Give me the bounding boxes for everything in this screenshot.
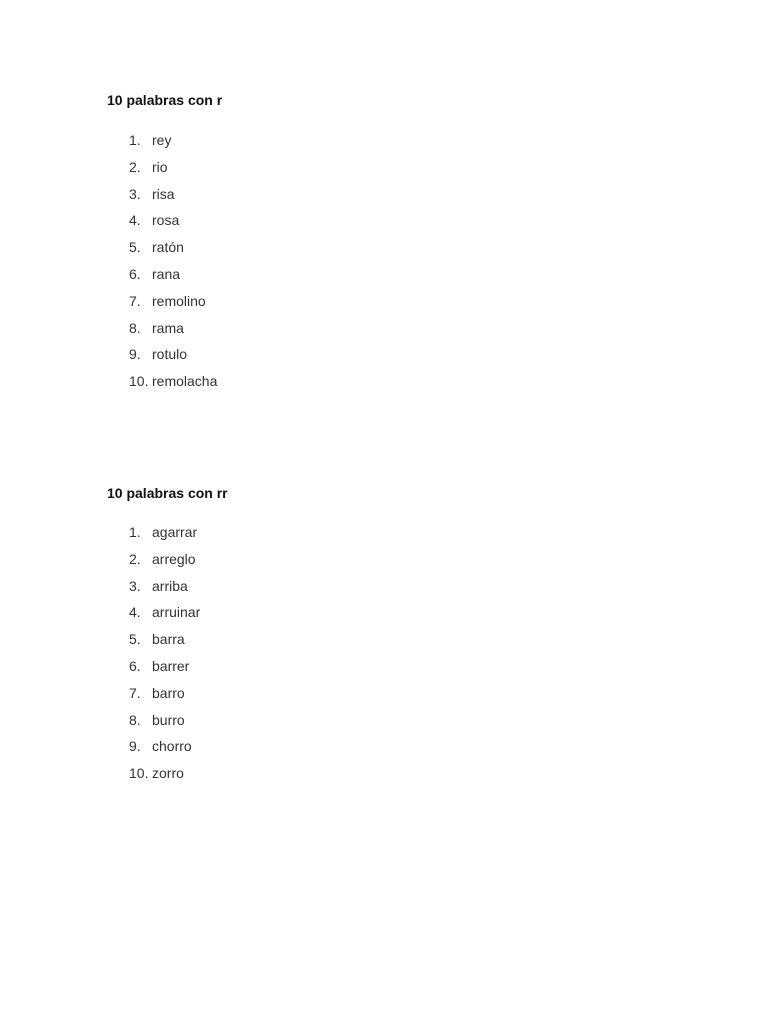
item-number: 10.	[129, 373, 149, 390]
list-item	[107, 159, 222, 186]
list-item	[107, 239, 222, 266]
list-item	[107, 551, 228, 578]
item-word: burro	[152, 711, 185, 728]
list-item	[107, 346, 222, 373]
item-word: zorro	[152, 765, 184, 782]
list-item	[107, 631, 228, 658]
list-item	[107, 738, 228, 765]
list-item	[107, 712, 228, 739]
item-number: 6.	[129, 265, 141, 282]
item-number: 9.	[129, 346, 141, 363]
item-word: risa	[152, 185, 175, 202]
item-number: 3.	[129, 577, 141, 594]
item-word: chorro	[152, 738, 192, 755]
item-number: 2.	[129, 550, 141, 567]
list-item	[107, 578, 228, 605]
list-item	[107, 320, 222, 347]
section-palabras-con-rr	[107, 485, 228, 792]
item-word: rotulo	[152, 346, 188, 363]
item-number: 9.	[129, 738, 141, 755]
item-word: arreglo	[152, 550, 196, 567]
list-item	[107, 765, 228, 792]
item-number: 5.	[129, 239, 141, 256]
list-item	[107, 266, 222, 293]
list-item	[107, 186, 222, 213]
item-number: 10.	[129, 765, 149, 782]
list-item	[107, 293, 222, 320]
item-word: ratón	[152, 239, 184, 256]
item-word: arruinar	[152, 604, 201, 621]
item-word: rosa	[152, 212, 180, 229]
list-item	[107, 212, 222, 239]
item-word: rio	[152, 158, 168, 175]
list-item	[107, 685, 228, 712]
section-heading: 10 palabras con rr	[107, 485, 228, 501]
section-palabras-con-r	[107, 92, 222, 400]
section-heading: 10 palabras con r	[107, 92, 223, 108]
word-list	[107, 524, 228, 792]
item-word: remolacha	[152, 373, 218, 390]
item-number: 3.	[129, 185, 141, 202]
item-number: 1.	[129, 524, 141, 540]
item-word: barra	[152, 631, 185, 648]
item-number: 8.	[129, 319, 141, 336]
item-word: remolino	[152, 292, 206, 309]
item-number: 6.	[129, 657, 141, 674]
list-item	[107, 132, 222, 159]
item-word: arriba	[152, 577, 188, 594]
item-number: 8.	[129, 711, 141, 728]
item-word: rama	[152, 319, 184, 336]
list-item	[107, 373, 222, 400]
item-number: 4.	[129, 212, 141, 229]
list-item	[107, 604, 228, 631]
item-number: 4.	[129, 604, 141, 621]
item-word: rey	[152, 132, 172, 148]
item-number: 5.	[129, 631, 141, 648]
item-number: 1.	[129, 132, 141, 148]
item-word: barrer	[152, 657, 190, 674]
item-number: 7.	[129, 292, 141, 309]
item-number: 2.	[129, 158, 141, 175]
item-word: rana	[152, 265, 181, 282]
list-item	[107, 658, 228, 685]
item-number: 7.	[129, 684, 141, 701]
list-item	[107, 524, 228, 551]
item-word: agarrar	[152, 524, 198, 540]
item-word: barro	[152, 684, 185, 701]
word-list	[107, 132, 222, 400]
